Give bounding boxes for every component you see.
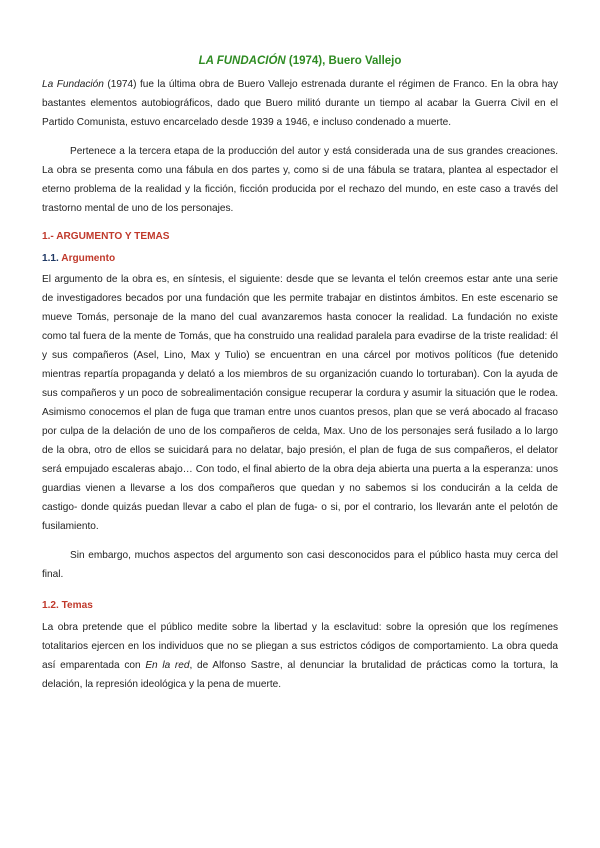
subsection-heading-argumento <box>42 249 558 268</box>
subsection-heading-temas: 1.2. Temas <box>42 600 93 611</box>
title-rest: (1974), Buero Vallejo <box>285 55 402 67</box>
section-heading-argumento-temas: 1.- ARGUMENTO Y TEMAS <box>42 231 170 242</box>
title-work: LA FUNDACIÓN <box>198 55 286 67</box>
second-paragraph: Pertenece a la tercera etapa de la producción del autor y está considerada una de sus grandes creaciones. La obra se presenta como una fábula en dos partes y, como si de una fábula se tratara, plantea al espectador el eterno problema de la realidad y la ficción, ficción producida por el rechazo del mundo, en este caso a través del trastorno mental de uno de los personajes. <box>42 146 558 214</box>
document-title <box>42 52 558 71</box>
temas-italic: En la red <box>145 660 190 671</box>
subsection-label: Argumento <box>58 253 116 264</box>
intro-paragraph <box>42 75 558 132</box>
argumento-paragraph-2: Sin embargo, muchos aspectos del argumento son casi desconocidos para el público hasta muy cerca del final. <box>42 550 558 580</box>
intro-text: (1974) fue la última obra de Buero Vallejo estrenada durante el régimen de Franco. En la obra hay bastantes elementos autobiográficos, dado que Buero militó durante un tiempo al acabar la Guerra Civil en el Partido Comunista, estuvo encarcelado desde 1939 a 1946, e incluso condenado a muerte. <box>42 79 559 128</box>
temas-text-after: , de Alfonso Sastre, al denunciar la brutalidad de prácticas como la tortura, la delación, la represión ideológica y la pena de muerte. <box>42 660 558 690</box>
intro-italic: La Fundación <box>42 79 104 90</box>
argumento-paragraph: El argumento de la obra es, en síntesis, el siguiente: desde que se levanta el telón creemos estar ante una serie de investigadores becados por una fundación que les permite trabajar en distintos ámbitos. En este escenario se mueve Tomás, personaje de la mano del cual avanzaremos hasta conocer la realidad. La fundación no existe como tal fuera de la mente de Tomás, que ha construido una realidad paralela para evadirse de la triste realidad: él y sus compañeros (Asel, Lino, Max y Tulio) se encuentran en una cárcel por motivos políticos (fue detenido mientras repartía propaganda y delató a los miembros de su organización cuando lo torturaban). Con la ayuda de sus compañeros y un poco de sobrealimentación consigue recuperar la cordura y asumir la situación que le rodea. Asimismo conocemos el plan de fuga que traman entre unos cuantos presos, plan que se verá abocado al fracaso por culpa de la delación de uno de los compañeros de celda, Max. Uno de los personajes será fusilado a lo largo de la obra, otro de ellos se suicidará para no delatar, bajo presión, el plan de fuga de sus compañeros, el delator será empujado escaleras abajo… Con todo, el final abierto de la obra deja abierta una puerta a la esperanza: unos guardias vienen a llevarse a los dos compañeros que quedan y no sabemos si los conducirán a la celda de castigo- donde quizás puedan llevar a cabo el plan de fuga- o si, por el contrario, los llevarán ante el pelotón de fusilamiento. <box>42 274 558 532</box>
temas-text-before: La obra pretende que el público medite sobre la libertad y la esclavitud: sobre la opresión que los regímenes totalitarios ejercen en los individuos que no se pliegan a sus estrictos códigos de comportamiento. La obra queda así emparentada con <box>42 622 558 671</box>
document-page <box>42 52 558 694</box>
subsection-number: 1.1. <box>42 253 59 264</box>
temas-paragraph <box>42 618 558 694</box>
